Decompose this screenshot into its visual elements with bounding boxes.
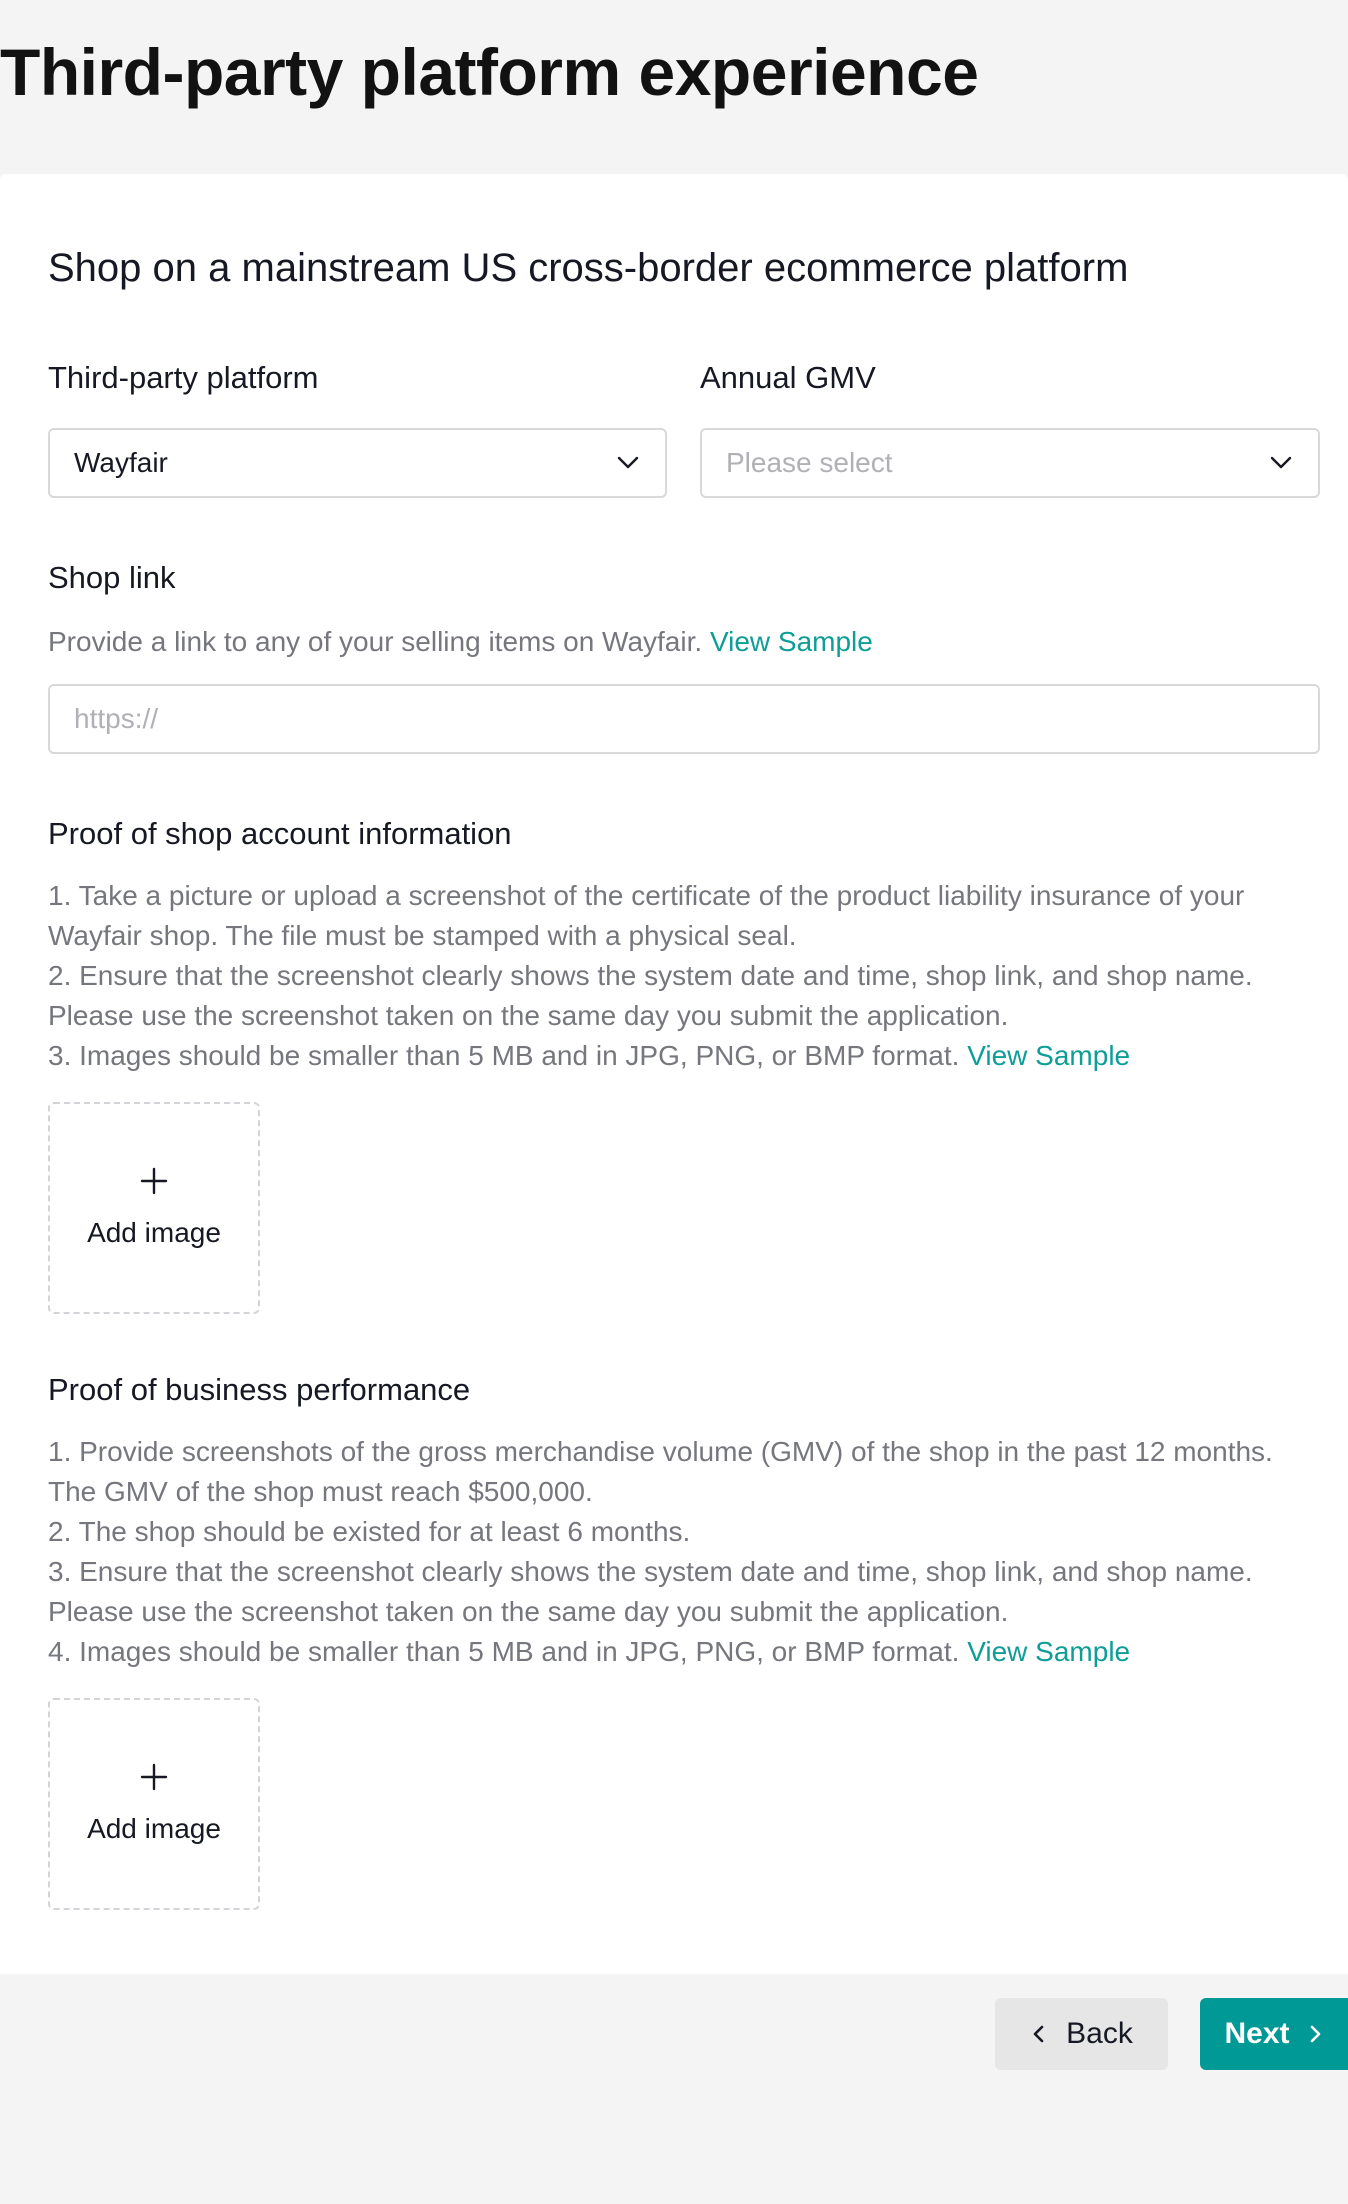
back-button-label: Back bbox=[1066, 2017, 1133, 2050]
business-proof-line: 3. Ensure that the screenshot clearly shows the system date and time, shop link, and shop name. Please use the screenshot taken on the same day you submit the application. bbox=[48, 1556, 1253, 1627]
next-button-label: Next bbox=[1224, 2017, 1290, 2050]
shop-link-help-text: Provide a link to any of your selling items on Wayfair. bbox=[48, 626, 703, 657]
account-proof-line: 1. Take a picture or upload a screenshot of the certificate of the product liability insurance of your Wayfair shop. The file must be stamped with a physical seal. bbox=[48, 880, 1245, 951]
chevron-right-icon bbox=[1306, 2025, 1324, 2043]
back-button[interactable] bbox=[995, 1998, 1168, 2070]
form-card bbox=[0, 174, 1348, 1974]
business-proof-line: 1. Provide screenshots of the gross merchandise volume (GMV) of the shop in the past 12 months. The GMV of the shop must reach $500,000. bbox=[48, 1436, 1273, 1507]
account-proof-instructions bbox=[48, 876, 1318, 1076]
chevron-left-icon bbox=[1030, 2025, 1048, 2043]
gmv-select-placeholder: Please select bbox=[726, 447, 893, 478]
next-button[interactable] bbox=[1200, 1998, 1348, 2070]
chevron-down-icon bbox=[1268, 450, 1294, 476]
business-proof-view-sample-link[interactable]: View Sample bbox=[967, 1636, 1131, 1667]
account-proof-view-sample-link[interactable]: View Sample bbox=[967, 1040, 1131, 1071]
gmv-select[interactable] bbox=[700, 428, 1320, 498]
add-image-label: Add image bbox=[87, 1217, 221, 1248]
platform-select[interactable] bbox=[48, 428, 667, 498]
plus-icon bbox=[140, 1167, 168, 1195]
account-proof-add-image-button[interactable] bbox=[48, 1102, 260, 1314]
shop-link-help bbox=[48, 622, 1318, 662]
business-proof-label: Proof of business performance bbox=[48, 1372, 471, 1407]
section-title: Shop on a mainstream US cross-border ecommerce platform bbox=[48, 246, 1129, 290]
chevron-down-icon bbox=[615, 450, 641, 476]
business-proof-add-image-button[interactable] bbox=[48, 1698, 260, 1910]
platform-label: Third-party platform bbox=[48, 360, 319, 395]
page-title: Third-party platform experience bbox=[0, 35, 979, 109]
shop-link-view-sample-link[interactable]: View Sample bbox=[709, 626, 873, 657]
plus-icon bbox=[140, 1763, 168, 1791]
platform-select-value: Wayfair bbox=[74, 447, 168, 478]
account-proof-line: 3. Images should be smaller than 5 MB and in JPG, PNG, or BMP format. bbox=[48, 1040, 960, 1071]
shop-link-label: Shop link bbox=[48, 560, 176, 595]
add-image-label: Add image bbox=[87, 1813, 221, 1844]
business-proof-line: 4. Images should be smaller than 5 MB and in JPG, PNG, or BMP format. bbox=[48, 1636, 960, 1667]
shop-link-input[interactable] bbox=[48, 684, 1320, 754]
business-proof-instructions bbox=[48, 1432, 1318, 1672]
account-proof-label: Proof of shop account information bbox=[48, 816, 512, 851]
business-proof-line: 2. The shop should be existed for at least 6 months. bbox=[48, 1516, 691, 1547]
gmv-label: Annual GMV bbox=[700, 360, 876, 395]
account-proof-line: 2. Ensure that the screenshot clearly shows the system date and time, shop link, and shop name. Please use the screenshot taken on the same day you submit the application. bbox=[48, 960, 1253, 1031]
